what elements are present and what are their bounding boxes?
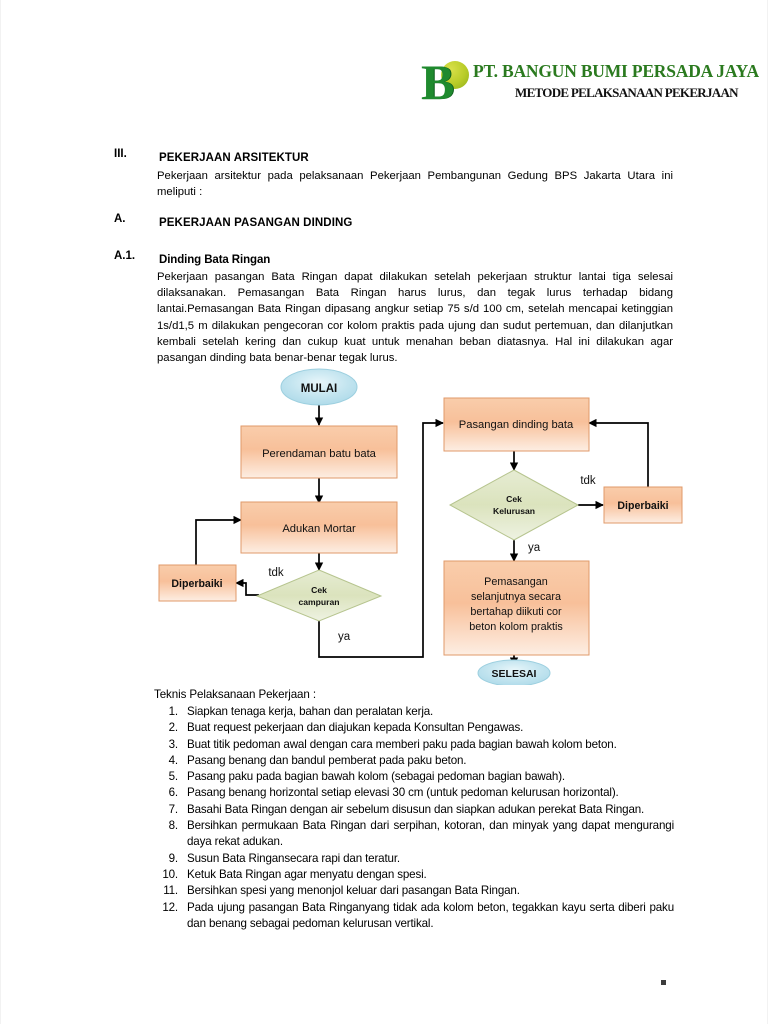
flow-label-check-straightness-1: Cek — [506, 494, 522, 504]
list-item — [154, 753, 674, 769]
flow-node-check-straightness — [450, 470, 578, 540]
list-item-number: 7. — [168, 802, 178, 816]
list-item — [154, 704, 674, 720]
list-item-number: 10. — [162, 867, 178, 881]
list-item-text: Buat request pekerjaan dan diajukan kepada Konsultan Pengawas. — [187, 721, 524, 735]
list-item-number: 3. — [168, 737, 178, 751]
flow-label-next-4: beton kolom praktis — [469, 621, 563, 633]
flow-node-wall — [444, 398, 589, 451]
list-item-number: 8. — [168, 819, 178, 833]
work-method-flowchart — [141, 365, 701, 685]
section-a-heading — [1, 213, 768, 231]
flow-label-start: MULAI — [300, 383, 338, 395]
flow-label-end: SELESAI — [491, 668, 537, 680]
flow-node-next-stage — [444, 561, 589, 655]
list-item-number: 12. — [162, 900, 178, 914]
list-item-text: Pasang benang dan bandul pemberat pada paku beton. — [187, 753, 467, 767]
list-item-text: Ketuk Bata Ringan agar menyatu dengan spesi. — [187, 867, 427, 881]
flow-edge-label-yes-left: ya — [338, 631, 351, 643]
flow-node-end — [478, 660, 550, 685]
list-item — [154, 900, 674, 933]
company-logo-icon — [419, 54, 471, 110]
flow-node-repair-right — [604, 487, 682, 523]
section-a1-paragraph: Pekerjaan pasangan Bata Ringan dapat dilakukan setelah pekerjaan struktur lantai tiga selesai dilaksanakan. Pemasangan Bata Ringan harus lurus, dan tegak lurus terhadap bidang lantai.Pemasangan Bata Ringan dipasang angkur setiap 75 s/d 100 cm, setelah mencapai ketinggian 1s/d1,5 m dilakukan pengecoran cor kolom praktis pada ujung dan sudut pertemuan, dan dilanjutkan kembali setelah kering dan cukup kuat untuk menahan beban diatasnya. Hal ini dilakukan agar pasangan dinding bata benar-benar tegak lurus. — [157, 271, 673, 365]
document-subtitle: METODE PELAKSANAAN PEKERJAAN — [515, 85, 738, 100]
list-item-number: 4. — [168, 753, 178, 767]
section-a-title: PEKERJAAN PASANGAN DINDING — [159, 217, 353, 229]
list-item-number: 5. — [168, 770, 178, 784]
flow-node-repair-left — [159, 565, 236, 601]
list-item-text: Pasang paku pada bagian bawah kolom (sebagai pedoman bagian bawah). — [187, 770, 565, 784]
chapter-number: III. — [114, 148, 127, 160]
flow-edge-label-no-right: tdk — [580, 475, 596, 487]
list-item-text: Pasang benang horizontal setiap elevasi 30 cm (untuk pedoman kelurusan horizontal). — [187, 786, 619, 800]
flow-node-soak — [241, 426, 397, 478]
flow-edge-label-no-left: tdk — [268, 567, 284, 579]
flow-label-wall: Pasangan dinding bata — [458, 419, 574, 431]
section-a1-number: A.1. — [114, 250, 136, 262]
list-item-number: 2. — [168, 721, 178, 735]
flow-label-next-3: bertahap diikuti cor — [470, 606, 562, 618]
document-header — [411, 54, 759, 115]
list-item — [154, 769, 674, 785]
list-item-number: 1. — [168, 705, 178, 718]
section-a1-title: Dinding Bata Ringan — [159, 254, 271, 266]
list-item-text: Pada ujung pasangan Bata Ringanyang tidak ada kolom beton, tegakkan kayu serta diberi paku dan benang sebagai pedoman kelurusan vertikal. — [187, 900, 674, 930]
section-a-number: A. — [114, 213, 126, 225]
flow-label-next-1: Pemasangan — [484, 576, 548, 588]
list-item — [154, 737, 674, 753]
flow-label-check-mixture-2: campuran — [298, 597, 340, 607]
list-item — [154, 867, 674, 883]
teknis-heading: Teknis Pelaksanaan Pekerjaan : — [154, 688, 316, 701]
list-item-text: Susun Bata Ringansecara rapi dan teratur. — [187, 851, 400, 865]
flow-label-check-mixture-1: Cek — [311, 585, 327, 595]
flow-label-check-straightness-2: Kelurusan — [492, 506, 536, 516]
list-item-text: Siapkan tenaga kerja, bahan dan peralatan kerja. — [187, 705, 434, 718]
chapter-intro-paragraph: Pekerjaan arsitektur pada pelaksanaan Pekerjaan Pembangunan Gedung BPS Jakarta Utara ini meliputi : — [157, 170, 673, 199]
list-item-text: Bersihkan spesi yang menonjol keluar dari pasangan Bata Ringan. — [187, 884, 520, 898]
flow-node-mortar — [241, 502, 397, 553]
flow-label-soak: Perendaman batu bata — [262, 448, 376, 460]
chapter-heading — [1, 148, 768, 166]
chapter-title: PEKERJAAN ARSITEKTUR — [159, 152, 309, 164]
teknis-step-list — [154, 704, 674, 932]
list-item — [154, 818, 674, 851]
list-item — [154, 802, 674, 818]
flow-node-start — [281, 369, 357, 405]
list-item — [154, 883, 674, 899]
list-item-number: 9. — [168, 851, 178, 865]
flow-label-repair-left: Diperbaiki — [171, 578, 223, 590]
list-item — [154, 720, 674, 736]
flow-label-repair-right: Diperbaiki — [617, 500, 669, 512]
flow-edge-label-yes-right: ya — [528, 542, 541, 554]
section-a1-heading — [1, 250, 768, 268]
company-name: PT. BANGUN BUMI PERSADA JAYA — [473, 61, 759, 81]
list-item — [154, 785, 674, 801]
list-item-text: Basahi Bata Ringan dengan air sebelum disusun dan siapkan adukan perekat Bata Ringan. — [187, 802, 645, 816]
list-item — [154, 851, 674, 867]
flow-label-mortar: Adukan Mortar — [282, 523, 356, 535]
list-item-number: 6. — [168, 786, 178, 800]
logo-letter: B — [421, 54, 454, 110]
page-number-mark — [661, 980, 666, 985]
list-item-text: Bersihkan permukaan Bata Ringan dari serpihan, kotoran, dan minyak yang dapat mengurangi daya rekat adukan. — [187, 819, 674, 849]
list-item-number: 11. — [163, 884, 178, 898]
list-item-text: Buat titik pedoman awal dengan cara memberi paku pada bagian bawah kolom beton. — [187, 737, 617, 751]
flow-label-next-2: selanjutnya secara — [470, 591, 562, 603]
